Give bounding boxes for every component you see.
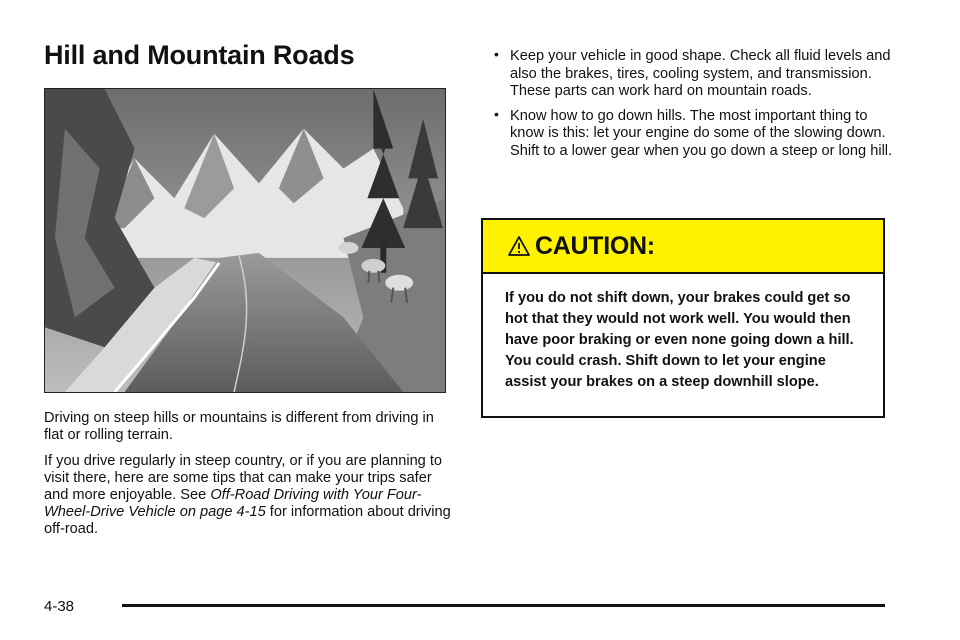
warning-triangle-icon	[507, 234, 531, 258]
footer-rule	[122, 604, 885, 607]
offroad-reference-link[interactable]: Off-Road Driving with Your Four-Wheel-Drive Vehicle on page 4-15	[44, 487, 422, 520]
list-item	[494, 105, 894, 161]
caution-header	[483, 220, 883, 274]
bullet-text: Keep your vehicle in good shape. Check all fluid levels and also the brakes, tires, cooling system, and transmission. These parts can work hard on mountain roads.	[510, 48, 891, 100]
intro-paragraph: Driving on steep hills or mountains is different from driving in flat or rolling terrain.	[44, 410, 434, 443]
bullet-icon: •	[494, 46, 499, 62]
bullet-icon: •	[494, 105, 499, 122]
tips-list	[494, 48, 894, 168]
list-item	[494, 48, 894, 101]
caution-box	[481, 218, 885, 418]
tips-paragraph-text: If you drive regularly in steep country, or if you are planning to visit there, here are some tips that can make your trips safer and more enjoyable. See	[44, 453, 443, 503]
page-title: Hill and Mountain Roads	[44, 40, 355, 70]
mountain-road-illustration	[44, 88, 446, 393]
tips-paragraph-tail: for information about driving off-road.	[44, 504, 451, 537]
page-number: 4-38	[44, 598, 75, 615]
caution-title: CAUTION:	[535, 231, 655, 260]
caution-text: If you do not shift down, your brakes could get so hot that they would not work well. You would then have poor braking or even none going down a hill. You could crash. Shift down to let your engine assist your brakes on a steep downhill slope.	[505, 290, 854, 390]
bullet-text: Know how to go down hills. The most important thing to know is this: let your engine do some of the slowing down. Shift to a lower gear when you go down a steep or long hill.	[510, 107, 893, 159]
tips-paragraph	[44, 453, 454, 538]
